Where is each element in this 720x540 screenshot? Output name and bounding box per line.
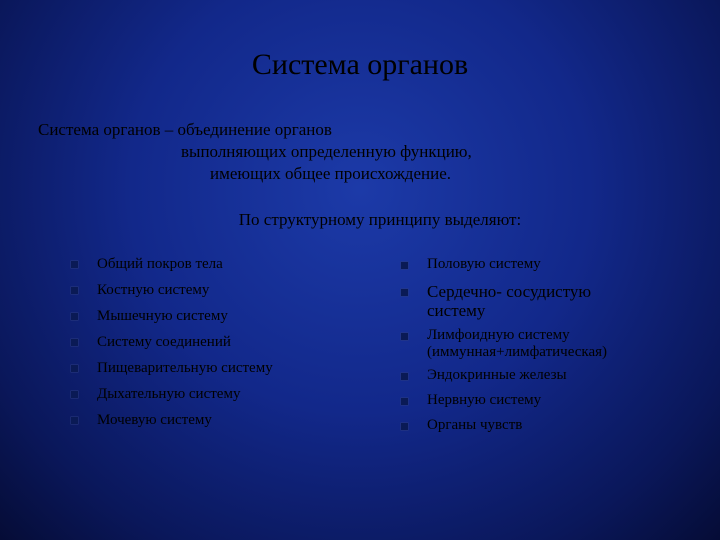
square-bullet-icon (401, 373, 408, 380)
list-item: Дыхательную систему (71, 386, 273, 412)
square-bullet-icon (71, 391, 78, 398)
list-item: Половую систему (401, 256, 627, 273)
list-item: Сердечно- сосудистую систему (401, 283, 627, 321)
list-item: Нервную систему (401, 392, 657, 409)
list-item: Систему соединений (71, 334, 273, 360)
list-item: Органы чувств (401, 417, 657, 434)
list-item: Общий покров тела (71, 256, 273, 282)
slide-title: Система органов (251, 48, 469, 81)
definition-line-3: имеющих общее происхождение. (210, 164, 451, 183)
subheading: По структурному принципу выделяют: (238, 210, 522, 229)
left-list (71, 256, 273, 438)
square-bullet-icon (71, 417, 78, 424)
square-bullet-icon (71, 287, 78, 294)
square-bullet-icon (401, 262, 408, 269)
square-bullet-icon (401, 398, 408, 405)
square-bullet-icon (401, 423, 408, 430)
square-bullet-icon (71, 339, 78, 346)
list-item: Мочевую систему (71, 412, 273, 438)
right-list (401, 256, 657, 442)
list-item: Пищеварительную систему (71, 360, 273, 386)
square-bullet-icon (71, 313, 78, 320)
definition-line-1: Система органов – объединение органов (38, 120, 332, 139)
list-item: Мышечную систему (71, 308, 273, 334)
square-bullet-icon (71, 365, 78, 372)
square-bullet-icon (401, 333, 408, 340)
list-item: Костную систему (71, 282, 273, 308)
list-item: Эндокринные железы (401, 367, 657, 384)
square-bullet-icon (71, 261, 78, 268)
square-bullet-icon (401, 289, 408, 296)
definition-line-2: выполняющих определенную функцию, (181, 142, 472, 161)
list-item: Лимфоидную систему (иммунная+лимфатическая) (401, 327, 657, 361)
